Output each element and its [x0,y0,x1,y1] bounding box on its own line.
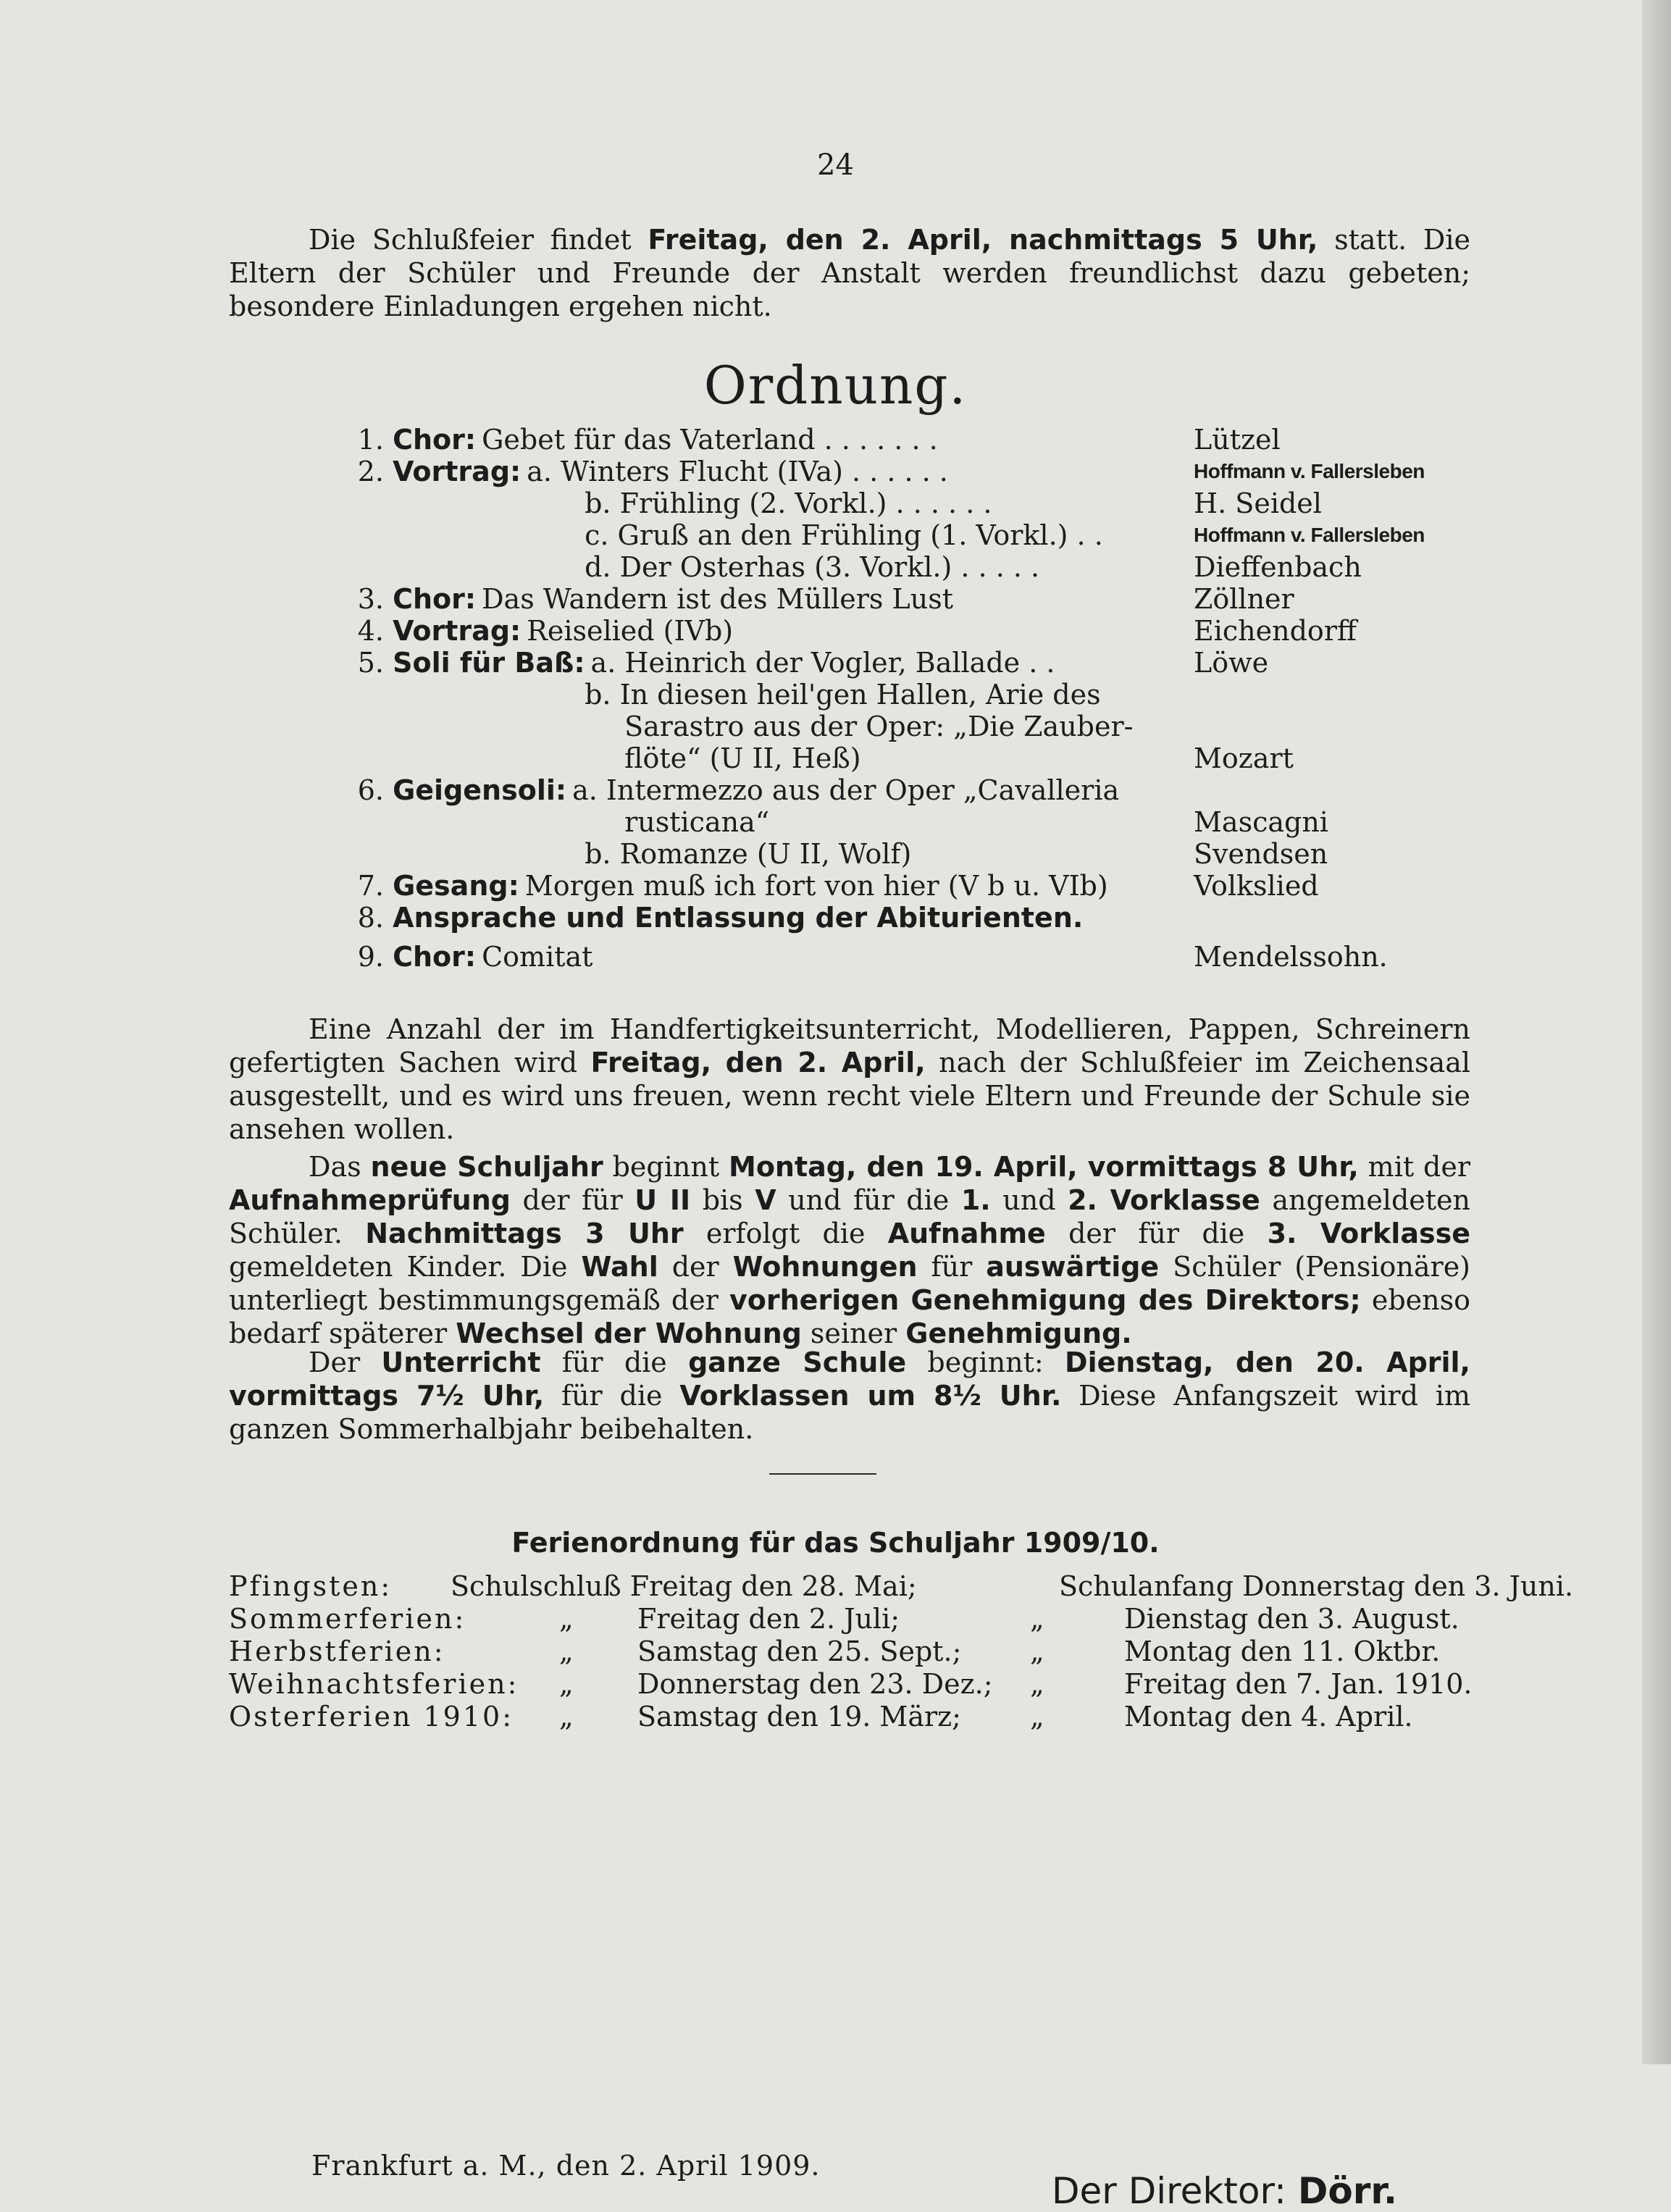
ny-t6: und für die [776,1184,961,1216]
intro-date: Freitag, den 2. April, nachmittags 5 Uhr, [648,224,1318,256]
holiday-open: Montag den 4. April. [1124,1701,1413,1733]
program-item [576,838,911,870]
exhibition-date: Freitag, den 2. April, [590,1047,926,1078]
program-item-composer: Zöllner [1194,583,1294,615]
program-item-text: rusticana“ [624,806,770,838]
program-item-number: 9. [357,941,384,973]
program-item-label: Ansprache und Entlassung der Abiturienten. [393,902,1084,934]
intro-text-2: statt. Die Eltern der Schüler und Freunde der Anstalt werden freundlichst dazu gebeten; besondere Einladungen ergehen nicht. [229,224,1470,322]
ny-t15: ebenso bedarf späterer [229,1284,1471,1349]
ny-b16: Genehmigung. [905,1317,1132,1349]
program-item-number: 6. [357,774,384,806]
holiday-name: Pfingsten: [229,1570,393,1602]
exhibition-paragraph [229,1013,1470,1146]
ls-b4: Vorklassen um 8½ Uhr. [679,1380,1062,1412]
ny-t2: beginnt [603,1151,729,1183]
ls-b1: Unterricht [381,1346,541,1378]
ny-b11: Wahl [581,1251,658,1283]
ny-t12: der [658,1251,733,1283]
program-item-number: 5. [357,647,384,679]
holiday-open: Schulanfang Donnerstag den 3. Juni. [1059,1570,1574,1602]
page-number: 24 [817,148,854,182]
holiday-close: Samstag den 19. März; [637,1701,961,1733]
ny-b12: Wohnungen [732,1251,918,1283]
signature-name: Dörr. [1297,2170,1397,2212]
place-date: Frankfurt a. M., den 2. April 1909. [311,2150,821,2182]
ny-b10: 3. Vorklasse [1267,1218,1470,1249]
program-item-number: 8. [357,902,384,934]
holiday-open: Dienstag den 3. August. [1124,1603,1459,1635]
ny-t1: Das [309,1151,371,1183]
ny-t8: angemeldeten Schüler. [229,1184,1471,1249]
program-item-text: b. Romanze (U II, Wolf) [585,838,912,870]
ny-t3: mit der [1358,1151,1471,1183]
program-item [340,456,948,487]
ls-b3: Dienstag, den 20. April, vormittags 7½ Uhr, [229,1346,1470,1412]
program-item-text: Sarastro aus der Oper: „Die Zauber- [624,711,1134,742]
program-item-text: Comitat [482,941,593,973]
ny-b1: neue Schuljahr [370,1151,603,1183]
ny-b7: 2. Vorklasse [1068,1184,1260,1216]
program-item-composer: Hoffmann v. Fallersleben [1194,460,1425,482]
program-item [616,806,769,838]
ny-t11: gemeldeten Kinder. Die [229,1251,582,1283]
program-item-composer: Svendsen [1194,838,1328,870]
ny-t10: der für die [1045,1218,1268,1249]
program-item-label: Chor: [393,583,477,615]
holiday-row [229,1701,1460,1733]
holiday-row [229,1668,1473,1700]
holiday-ditto: „ [559,1701,574,1733]
holiday-name: Weihnachtsferien: [229,1668,519,1700]
program-item [616,742,861,774]
program-item-composer: Mascagni [1194,806,1328,838]
program-item-text: Morgen muß ich fort von hier (V b u. VIb) [524,870,1108,902]
new-year-paragraph [229,1150,1470,1350]
holiday-close: Freitag den 2. Juli; [637,1603,900,1635]
program-item [340,902,1089,934]
program-item [576,519,1103,551]
lessons-paragraph [229,1346,1470,1446]
program-item [576,551,1039,583]
program-item-text: a. Winters Flucht (IVa) . . . . . . [527,456,948,487]
program-item [616,711,1134,742]
holiday-close: Donnerstag den 23. Dez.; [637,1668,993,1700]
program-item-composer: Dieffenbach [1194,551,1362,583]
program-item-composer: Mozart [1194,742,1294,774]
program-heading: Ordnung. [703,355,968,416]
program-item-text: c. Gruß an den Frühling (1. Vorkl.) . . [585,519,1103,551]
program-item [340,424,938,456]
program-item-label: Gesang: [393,870,519,902]
holiday-ditto: „ [559,1603,574,1635]
intro-paragraph [229,223,1470,323]
program-item-text: Das Wandern ist des Müllers Lust [482,583,953,615]
ls-t3: beginnt: [906,1346,1065,1378]
program-item [576,679,1101,711]
holiday-ditto: „ [1030,1701,1044,1733]
exhibition-text-1: Eine Anzahl der im Handfertigkeitsunterricht, Modellieren, Pappen, Schreinern gefertigten Sachen wird [229,1013,1470,1078]
holiday-ditto: „ [1030,1603,1044,1635]
ny-t4: der für [510,1184,635,1216]
ls-t4: für die [544,1380,680,1412]
ls-t2: für die [540,1346,689,1378]
program-item [576,487,992,519]
ny-b8: Nachmittags 3 Uhr [365,1218,684,1249]
ny-t16: seiner [801,1317,906,1349]
ny-b4: U II [635,1184,691,1216]
program-item [340,870,1108,902]
holiday-close: Samstag den 25. Sept.; [637,1635,962,1667]
program-item-number: 3. [357,583,384,615]
exhibition-text-2: nach der Schlußfeier im Zeichensaal ausgestellt, und es wird uns freuen, wenn recht viele Eltern und Freunde der Schule sie ansehen wollen. [229,1047,1470,1145]
program-item-composer: Volkslied [1194,870,1319,902]
program-item-label: Soli für Baß: [393,647,585,679]
program-item-text: flöte“ (U II, Heß) [624,742,861,774]
program-item-number: 2. [357,456,384,487]
ny-t13: für [917,1251,987,1283]
program-item-text: b. In diesen heil'gen Hallen, Arie des [585,679,1101,711]
ny-b5: V [755,1184,776,1216]
holiday-ditto: „ [1030,1668,1044,1700]
ny-b6: 1. [960,1184,991,1216]
program-item-composer: Eichendorff [1194,615,1357,647]
holiday-name: Sommerferien: [229,1603,466,1635]
program-item-composer: Löwe [1194,647,1269,679]
holiday-name: Osterferien 1910: [229,1701,514,1733]
program-item-number: 7. [357,870,384,902]
program-item-number: 1. [357,424,384,456]
holiday-row [229,1635,1460,1667]
program-item-composer: H. Seidel [1194,487,1322,519]
ny-t7: und [990,1184,1068,1216]
holiday-ditto: „ [559,1668,574,1700]
program-item-number: 4. [357,615,384,647]
program-item [340,941,592,973]
signature [1052,2170,1397,2212]
program-item-text: a. Heinrich der Vogler, Ballade . . [590,647,1055,679]
ny-b3: Aufnahmeprüfung [229,1184,511,1216]
ls-b2: ganze Schule [688,1346,907,1378]
page-edge-shadow [1642,0,1671,2064]
ny-b15: Wechsel der Wohnung [456,1317,802,1349]
holiday-name: Herbstferien: [229,1635,445,1667]
program-item-text: d. Der Osterhas (3. Vorkl.) . . . . . [585,551,1040,583]
program-item [340,615,733,647]
program-item [340,774,1119,806]
ny-t9: erfolgt die [683,1218,888,1249]
holiday-close: Schulschluß Freitag den 28. Mai; [451,1570,917,1602]
ny-t14: Schüler (Pensionäre) unterliegt bestimmungsgemäß der [229,1251,1471,1316]
holiday-ditto: „ [1030,1635,1044,1667]
program-item-label: Geigensoli: [393,774,567,806]
holiday-row [229,1603,1460,1635]
separator-rule [769,1473,876,1475]
program-item-label: Chor: [393,941,477,973]
program-item-composer: Mendelssohn. [1194,941,1388,973]
ls-t5: Diese Anfangszeit wird im ganzen Sommerhalbjahr beibehalten. [229,1380,1470,1445]
program-item-text: Gebet für das Vaterland . . . . . . . [482,424,938,456]
ny-b14: vorherigen Genehmigung des Direktors; [729,1284,1361,1316]
holiday-row [229,1570,1574,1602]
program-item-composer: Hoffmann v. Fallersleben [1194,524,1425,546]
ls-t1: Der [309,1346,382,1378]
program-item-composer: Lützel [1194,424,1281,456]
ny-b2: Montag, den 19. April, vormittags 8 Uhr, [729,1151,1359,1183]
ny-b9: Aufnahme [887,1218,1046,1249]
holiday-open: Freitag den 7. Jan. 1910. [1124,1668,1473,1700]
program-item-text: a. Intermezzo aus der Oper „Cavalleria [572,774,1120,806]
holiday-open: Montag den 11. Oktbr. [1124,1635,1441,1667]
program-item-label: Vortrag: [393,456,522,487]
ny-b13: auswärtige [986,1251,1160,1283]
program-item-text: b. Frühling (2. Vorkl.) . . . . . . [585,487,992,519]
program-item [340,583,953,615]
holiday-ditto: „ [559,1635,574,1667]
program-item-label: Chor: [393,424,477,456]
signature-label: Der Direktor: [1052,2170,1286,2212]
intro-text-1: Die Schlußfeier findet [309,224,648,256]
holiday-heading: Ferienordnung für das Schuljahr 1909/10. [511,1527,1160,1559]
program-item [340,647,1055,679]
program-item-label: Vortrag: [393,615,522,647]
ny-t5: bis [690,1184,755,1216]
program-item-text: Reiselied (IVb) [527,615,734,647]
